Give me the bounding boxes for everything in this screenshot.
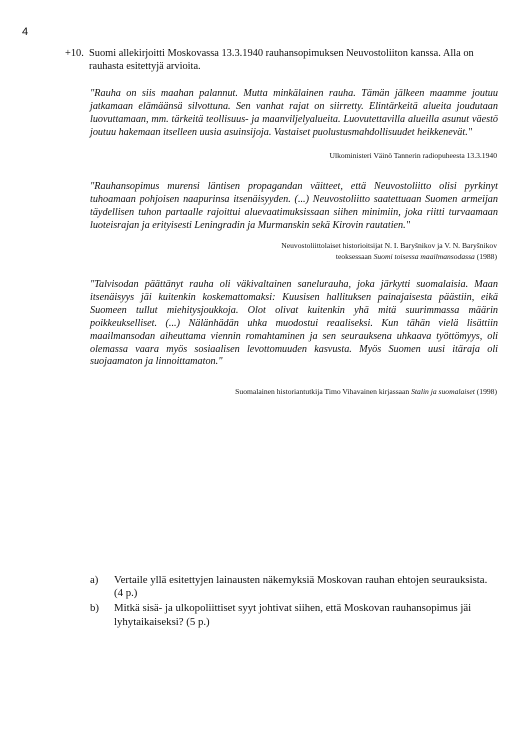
- question-letter: a): [90, 574, 99, 586]
- source-line: [197, 252, 497, 263]
- quote-baryshnikov: "Rauhansopimus murensi läntisen propagandan väitteet, että Neuvostoliitto olisi pyrkinyt tuhoamaan pohjoisen naapurinsa itsenäisyyden. (...) Neuvostoliitto saatettuaan Suomen armeijan täydellisen tuhon partaalle rajoittui aluevaatimuksissaan siihen minimiin, joka riitti turvaamaan luoteisrajan ja erityisesti Leningradin ja Murmanskin sekä Kirovin rautatien.": [90, 181, 498, 231]
- quote-tanner: "Rauha on siis maahan palannut. Mutta minkälainen rauha. Tämän jälkeen maamme joutuu jatkamaan elämäänsä silvottuna. Sen vanhat rajat on siirretty. Elintärkeitä alueita joudutaan luovuttamaan, mm. tärkeitä teollisuus- ja maanviljelyalueita. Luovutettavilla alueilla asunut väestö joutuu hakemaan itselleen uusia asuinsijoja. Vastaiset puolustusmahdollisuudet heikkenevät.": [90, 88, 498, 138]
- source-baryshnikov: [197, 241, 497, 262]
- source-tanner: [197, 151, 497, 162]
- task-number: +10.: [65, 48, 84, 59]
- book-title: Suomi toisessa maailmansodassa: [373, 251, 475, 261]
- question-text: Mitkä sisä- ja ulkopoliittiset syyt johtivat siihen, että Moskovan rauhansopimus jäi lyhytaikaiseksi? (5 p.): [114, 602, 472, 628]
- question-a: [90, 574, 498, 600]
- source-line: Neuvostoliittolaiset historioitsijat N. I. Baryšnikov ja V. N. Baryšnikov: [281, 241, 497, 250]
- book-title: Stalin ja suomalaiset: [411, 387, 475, 396]
- source-suffix: (1998): [474, 387, 497, 396]
- question-b: [90, 602, 498, 628]
- source-prefix: teoksessaan: [335, 251, 374, 261]
- quote-vihavainen: "Talvisodan päättänyt rauha oli väkivaltainen sanelurauha, joka järkytti suomalaisia. Maan itsenäisyys jäi kuitenkin koskemattomaksi: Kuusisen hallituksen painajaisesta päästiin, eikä Suomeen tullut miehitysjoukkoja. Olot olivat kuitenkin yhä mitä suurimmassa määrin poikkeukselliset. (...) Nälänhädän uhka muodostui reaaliseksi. Kun tähän vielä lisättiin maailmansodan aiheuttama viennin romahtaminen ja sen seurauksena uhkaava työttömyys, oli olemassa vaara myös sosiaalisen levottomuuden kasvusta. Myös Suomen uusi itäraja oli suojaamaton ja linnoittamaton.": [90, 279, 498, 368]
- source-line: Ulkoministeri Väinö Tannerin radiopuheesta 13.3.1940: [329, 151, 497, 160]
- page-number: 4: [22, 26, 29, 38]
- task-header: [65, 47, 505, 73]
- task-intro: Suomi allekirjoitti Moskovassa 13.3.1940 rauhansopimuksen Neuvostoliiton kanssa. Alla on rauhasta esitettyjä arvioita.: [89, 48, 474, 72]
- question-letter: b): [90, 602, 99, 615]
- source-line: [197, 387, 497, 398]
- question-text: Vertaile yllä esitettyjen lainausten näkemyksiä Moskovan rauhan ehtojen seurauksista. (4 p.): [114, 574, 488, 600]
- source-vihavainen: [197, 387, 497, 398]
- source-suffix: (1988): [474, 251, 497, 261]
- question-list: [90, 574, 498, 631]
- source-prefix: Suomalainen historiantutkija Timo Vihavainen kirjassaan: [235, 387, 412, 396]
